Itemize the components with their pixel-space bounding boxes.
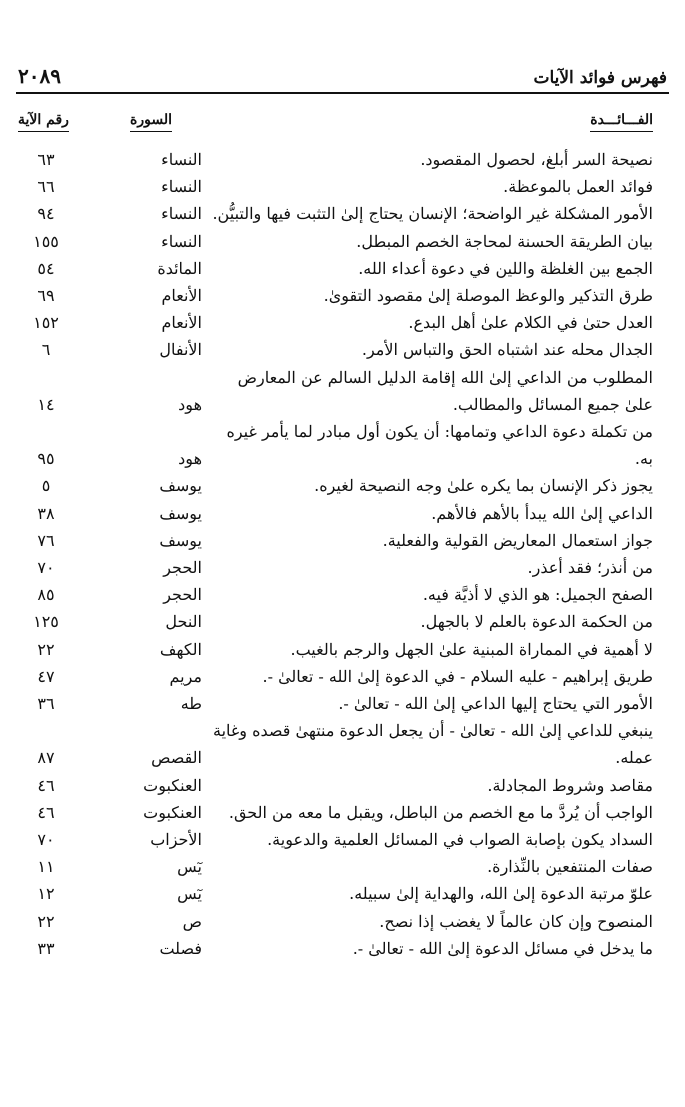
index-row (0, 500, 685, 527)
verse-number: ٨٥ (37, 585, 55, 605)
benefit-text: صفات المنتفعين بالنِّذارة. (487, 857, 653, 877)
benefit-text: طرق التذكير والوعظ الموصلة إلىٰ مقصود التقوىٰ. (323, 286, 653, 306)
benefit-text: نصيحة السر أبلغ، لحصول المقصود. (420, 150, 653, 169)
verse-number: ٥٤ (37, 258, 55, 278)
surah-name: ص (182, 911, 202, 931)
benefit-text: المنصوح وإن كان عالماً لا يغضب إذا نصح. (379, 911, 653, 931)
benefit-text: من تكملة دعوة الداعي وتمامها: أن يكون أول مبادر لما يأمر غيره به. (226, 422, 653, 469)
index-row (0, 418, 685, 472)
verse-number: ٤٦ (37, 802, 55, 822)
surah-name: العنكبوت (143, 802, 202, 822)
index-row (0, 690, 685, 717)
benefit-text: جواز استعمال المعاريض القولية والفعلية. (382, 530, 653, 550)
verse-number: ٩٤ (37, 204, 55, 224)
index-row (0, 799, 685, 826)
benefit-text: لا أهمية في المماراة المبنية علىٰ الجهل والرجم بالغيب. (290, 639, 653, 659)
surah-name: الحجر (163, 585, 202, 605)
benefit-text: مقاصد وشروط المجادلة. (487, 775, 653, 795)
index-row (0, 309, 685, 336)
benefit-text: فوائد العمل بالموعظة. (503, 177, 653, 197)
benefit-text: طريق إبراهيم - عليه السلام - في الدعوة إلىٰ الله - تعالىٰ -. (262, 666, 653, 686)
surah-name: الأنفال (159, 340, 202, 360)
surah-name: الأحزاب (150, 830, 202, 850)
surah-name: النساء (161, 150, 202, 169)
index-row (0, 146, 685, 173)
benefit-text: بيان الطريقة الحسنة لمحاجة الخصم المبطل. (356, 231, 653, 251)
index-row (0, 554, 685, 581)
index-row (0, 364, 685, 418)
surah-name: الكهف (159, 639, 202, 659)
verse-number: ١٥٢ (33, 313, 59, 333)
benefit-text: يجوز ذكر الإنسان بما يكره علىٰ وجه النصيحة لغيره. (314, 476, 653, 496)
surah-name: العنكبوت (143, 775, 202, 795)
benefit-text: الجدال محله عند اشتباه الحق والتباس الأمر. (361, 340, 653, 360)
benefit-text: الداعي إلىٰ الله يبدأ بالأهم فالأهم. (431, 503, 653, 523)
verse-number: ٨٧ (37, 748, 55, 768)
verse-number: ٤٧ (37, 666, 55, 686)
surah-name: الحجر (163, 558, 202, 578)
surah-name: يٓس (177, 884, 202, 904)
running-header (18, 60, 667, 88)
index-row (0, 853, 685, 880)
surah-name: فصلت (159, 938, 202, 958)
index-row (0, 472, 685, 499)
verse-number: ١١ (37, 857, 55, 877)
verse-number: ٦٣ (37, 150, 55, 169)
surah-name: الأنعام (161, 286, 202, 306)
index-table (0, 146, 685, 962)
verse-number: ٦٦ (37, 177, 55, 197)
column-header-surah: السورة (130, 112, 172, 128)
verse-number: ٢٢ (37, 639, 55, 659)
surah-name: يٓس (177, 857, 202, 877)
surah-name: النساء (161, 177, 202, 197)
verse-number: ٣٦ (37, 694, 55, 714)
benefit-text: الجمع بين الغلظة واللين في دعوة أعداء الله. (358, 258, 653, 278)
verse-number: ٤٦ (37, 775, 55, 795)
header-rule (16, 92, 669, 94)
surah-name: النساء (161, 204, 202, 224)
surah-name: الأنعام (161, 313, 202, 333)
index-row (0, 772, 685, 799)
index-row (0, 527, 685, 554)
index-row (0, 935, 685, 962)
benefit-text: المطلوب من الداعي إلىٰ الله إقامة الدليل السالم عن المعارض علىٰ جميع المسائل والمطالب. (237, 367, 653, 414)
benefit-text: من أنذر؛ فقد أعذر. (527, 558, 653, 578)
verse-number: ٧٠ (37, 830, 55, 850)
book-title: فهرس فوائد الآيات (533, 68, 667, 88)
index-row (0, 173, 685, 200)
page-number: ٢٠٨٩ (18, 64, 61, 88)
index-row (0, 663, 685, 690)
verse-number: ١٢ (37, 884, 55, 904)
index-row (0, 826, 685, 853)
benefit-text: الأمور المشكلة غير الواضحة؛ الإنسان يحتاج إلىٰ التثبت فيها والتبيُّن. (212, 204, 653, 224)
index-row (0, 717, 685, 771)
verse-number: ٧٠ (37, 558, 55, 578)
benefit-text: علوّ مرتبة الدعوة إلىٰ الله، والهداية إلىٰ سبيله. (349, 884, 653, 904)
index-row (0, 908, 685, 935)
column-header-benefit: الفـــائـــدة (590, 112, 653, 128)
benefit-text: العدل حتىٰ في الكلام علىٰ أهل البدع. (408, 313, 653, 333)
index-row (0, 200, 685, 227)
verse-number: ٦ (41, 340, 51, 360)
benefit-text: من الحكمة الدعوة بالعلم لا بالجهل. (420, 612, 653, 632)
index-row (0, 636, 685, 663)
surah-name: المائدة (157, 258, 202, 278)
surah-name: النساء (161, 231, 202, 251)
index-row (0, 880, 685, 907)
index-row (0, 282, 685, 309)
surah-name: النحل (165, 612, 202, 632)
surah-name: يوسف (159, 503, 202, 523)
benefit-text: ما يدخل في مسائل الدعوة إلىٰ الله - تعالىٰ -. (352, 938, 653, 958)
surah-name: يوسف (159, 530, 202, 550)
verse-number: ٩٥ (37, 449, 55, 469)
benefit-text: الصفح الجميل: هو الذي لا أذيَّة فيه. (422, 585, 653, 605)
index-row (0, 608, 685, 635)
benefit-text: السداد يكون بإصابة الصواب في المسائل العلمية والدعوية. (267, 830, 653, 850)
index-row (0, 581, 685, 608)
surah-name: مريم (169, 666, 202, 686)
verse-number: ١٥٥ (33, 231, 59, 251)
benefit-text: الأمور التي يحتاج إليها الداعي إلىٰ الله - تعالىٰ -. (338, 694, 653, 714)
verse-number: ٢٢ (37, 911, 55, 931)
verse-number: ١٤ (37, 394, 55, 414)
surah-name: هود (178, 394, 202, 414)
verse-number: ٥ (41, 476, 51, 496)
index-row (0, 228, 685, 255)
index-row (0, 255, 685, 282)
index-row (0, 336, 685, 363)
verse-number: ١٢٥ (33, 612, 59, 632)
surah-name: طه (180, 694, 202, 714)
surah-name: القصص (151, 748, 202, 768)
column-header-verse: رقم الآية (18, 112, 69, 128)
surah-name: يوسف (159, 476, 202, 496)
verse-number: ٣٨ (37, 503, 55, 523)
verse-number: ٧٦ (37, 530, 55, 550)
verse-number: ٦٩ (37, 286, 55, 306)
verse-number: ٣٣ (37, 938, 55, 958)
benefit-text: الواجب أن يُردَّ ما مع الخصم من الباطل، ويقبل ما معه من الحق. (228, 802, 653, 822)
benefit-text: ينبغي للداعي إلىٰ الله - تعالىٰ - أن يجعل الدعوة منتهىٰ قصده وغاية عمله. (213, 721, 653, 768)
surah-name: هود (178, 449, 202, 469)
